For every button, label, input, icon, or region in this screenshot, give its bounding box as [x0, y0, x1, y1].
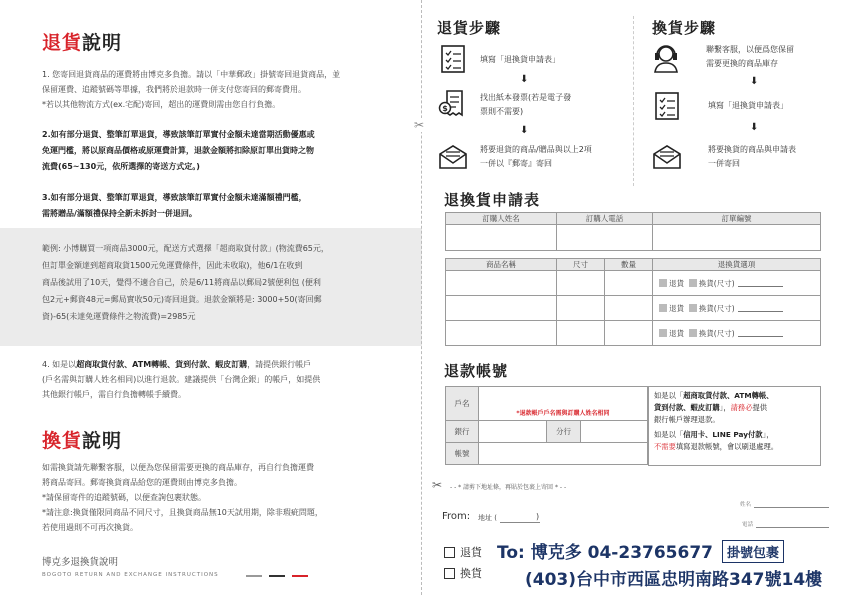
orderer-phone-field[interactable] [557, 225, 653, 251]
arrow-down-icon: ⬇ [520, 125, 529, 136]
exchange-option[interactable]: 換貨 [444, 565, 482, 581]
registered-parcel-badge: 掛號包裹 [722, 540, 784, 563]
form-icon [440, 44, 466, 74]
order-info-table: 訂購人姓名 訂購人電話 訂單編號 [445, 212, 821, 251]
refund-info-box: 如是以「超商取貨付款、ATM轉帳、 貨到付款、蝦皮訂購」，請務必提供 銀行帳戶辦理退款。 如是以「信用卡、LINE Pay付款」， 不需要填寫退款帳號，會以刷退處理。 [648, 386, 821, 466]
return-step-1-text: 填寫「退換貨申請表」 [480, 55, 560, 64]
exchange-step-3-text: 將要換貨的商品與申請表 一併寄回 [708, 145, 796, 168]
form-icon [654, 91, 680, 121]
arrow-down-icon: ⬇ [520, 74, 529, 85]
table-row: 退貨 換貨(尺寸) [446, 321, 821, 346]
recipient-line: To: 博克多 04-23765677 [497, 543, 713, 563]
return-steps-title: 退貨步驟 [437, 19, 502, 37]
return-step-2-text: 找出紙本發票(若是電子發 票則不需要) [480, 93, 572, 116]
phone-label: 電話 [742, 522, 754, 528]
exchange-checkbox[interactable] [689, 329, 697, 337]
table-row: 退貨 換貨(尺寸) [446, 271, 821, 296]
account-name-field[interactable]: *退款帳戶戶名需與訂購人姓名相同 [479, 387, 648, 421]
return-checkbox[interactable] [444, 547, 455, 558]
exchange-checkbox[interactable] [689, 304, 697, 312]
scissors-icon: ✂ [432, 478, 443, 492]
center-fold-line [421, 0, 422, 595]
footer-subtitle: BOGOTO RETURN AND EXCHANGE INSTRUCTIONS [42, 572, 219, 578]
return-paragraph-3: 3.如有部分退貨、整筆訂單退貨，導致該筆訂單實付金額未達滿額禮門檻， 需將贈品/滿額禮保持全新未拆封一併退回。 [42, 193, 307, 218]
address-label: 地址 ( [478, 514, 497, 522]
recipient-address: (403)台中市西區忠明南路347號14樓 [525, 570, 823, 590]
return-paragraph-4: 4. 如是以超商取貨付款、ATM轉帳、貨到付款、蝦皮訂購，請提供銀行帳戶 (戶名需與訂購人姓名相同)以進行退款。建議提供「台灣企銀」的帳戶，如提供 其他銀行帳戶，需自行負擔轉帳手續費。 [42, 360, 321, 399]
return-checkbox[interactable] [659, 279, 667, 287]
example-text: 範例: 小博購買一項商品3000元，配送方式選擇「超商取貨付款」(物流費65元， 但訂單金額達到超商取貨1500元免運費條件，因此未收取)，他6/1在收到 商品後試用了10天，覺得不適合自己，於是6/11將商品以郵局2號便利包 (便利 包2元+郵資48元=郵局實收50元)寄回退貨。退款金額將是: 3000+50(寄回郵 資)-65(未達免運費條件之物流費)=2985元 [42, 244, 329, 321]
scissors-icon: ✂ [414, 118, 425, 132]
item-table: 商品名稱 尺寸 數量 退換貨選項 退貨 換貨(尺寸) 退貨 換貨(尺寸) 退貨 換貨(尺寸) [445, 258, 821, 346]
account-number-field[interactable] [479, 443, 648, 465]
exchange-paragraph: 如需換貨請先聯繫客服，以便為您保留需要更換的商品庫存，再自行負擔運費 將商品寄回。郵寄換貨商品給您的運費則由博克多負擔。 *請保留寄件的追蹤號碼，以便查詢包裹狀態。 *請注意:換貨僅限同商品不同尺寸，且換貨商品無10天試用期，除非瑕疵問題， 若使用過則不可再次換貨。 [42, 463, 323, 532]
return-step-3-text: 將要退貨的商品/贈品與以上2項 一併以『郵寄』寄回 [480, 145, 592, 168]
envelope-icon [438, 144, 468, 170]
name-label: 姓名 [740, 502, 752, 508]
refund-title: 退款帳號 [444, 362, 509, 380]
return-paragraph-1: 1. 您寄回退貨商品的運費將由博克多負擔。請以「中華郵政」掛號寄回退貨商品，並 保留運費、追蹤號碼等單據，我們將於退款時一併支付您寄回的郵寄費用。 *若以其他物流方式(ex.宅配)寄回，超出的運費則需由您自行負擔。 [42, 70, 341, 109]
from-label: From: [442, 511, 471, 522]
exchange-steps-title: 換貨步驟 [652, 19, 717, 37]
envelope-icon [652, 144, 682, 170]
headset-icon [651, 42, 681, 74]
phone-line[interactable] [756, 527, 829, 528]
svg-text:$: $ [442, 104, 448, 113]
return-option[interactable]: 退貨 [444, 544, 482, 560]
footer-accent-lines [246, 575, 310, 577]
return-checkbox[interactable] [659, 329, 667, 337]
steps-divider [633, 16, 634, 186]
exchange-step-2-text: 填寫「退換貨申請表」 [708, 101, 788, 110]
form-title: 退換貨申請表 [444, 191, 541, 209]
refund-account-table: 戶名 *退款帳戶戶名需與訂購人姓名相同 銀行 分行 帳號 [445, 386, 648, 465]
orderer-name-field[interactable] [446, 225, 557, 251]
address-line[interactable] [500, 522, 540, 523]
address-close: ) [536, 512, 540, 521]
name-line[interactable] [754, 507, 829, 508]
exchange-checkbox[interactable] [689, 279, 697, 287]
exchange-step-1-text: 聯繫客服，以便爲您保留 需要更換的商品庫存 [706, 45, 794, 68]
exchange-section-title: 換貨說明 [42, 430, 123, 452]
receipt-icon [438, 88, 468, 118]
footer-title: 博克多退換貨說明 [42, 557, 119, 568]
exchange-checkbox[interactable] [444, 568, 455, 579]
order-number-field[interactable] [653, 225, 821, 251]
arrow-down-icon: ⬇ [750, 76, 759, 87]
return-section-title: 退貨說明 [42, 32, 123, 54]
table-row: 退貨 換貨(尺寸) [446, 296, 821, 321]
arrow-down-icon: ⬇ [750, 122, 759, 133]
return-checkbox[interactable] [659, 304, 667, 312]
return-paragraph-2: 2.如有部分退貨、整筆訂單退貨，導致該筆訂單實付金額未達當期活動優惠或 免運門檻，將以原商品價格或原運費計算，退款金額將扣除原訂單出貨時之物 流費(65~130元，依所選擇的寄送方式定。) [42, 130, 315, 171]
bank-field[interactable] [479, 421, 547, 443]
cut-note: - - * 請剪下地址條，再貼於包裹上寄回 * - - [450, 484, 567, 491]
branch-field[interactable] [581, 421, 648, 443]
